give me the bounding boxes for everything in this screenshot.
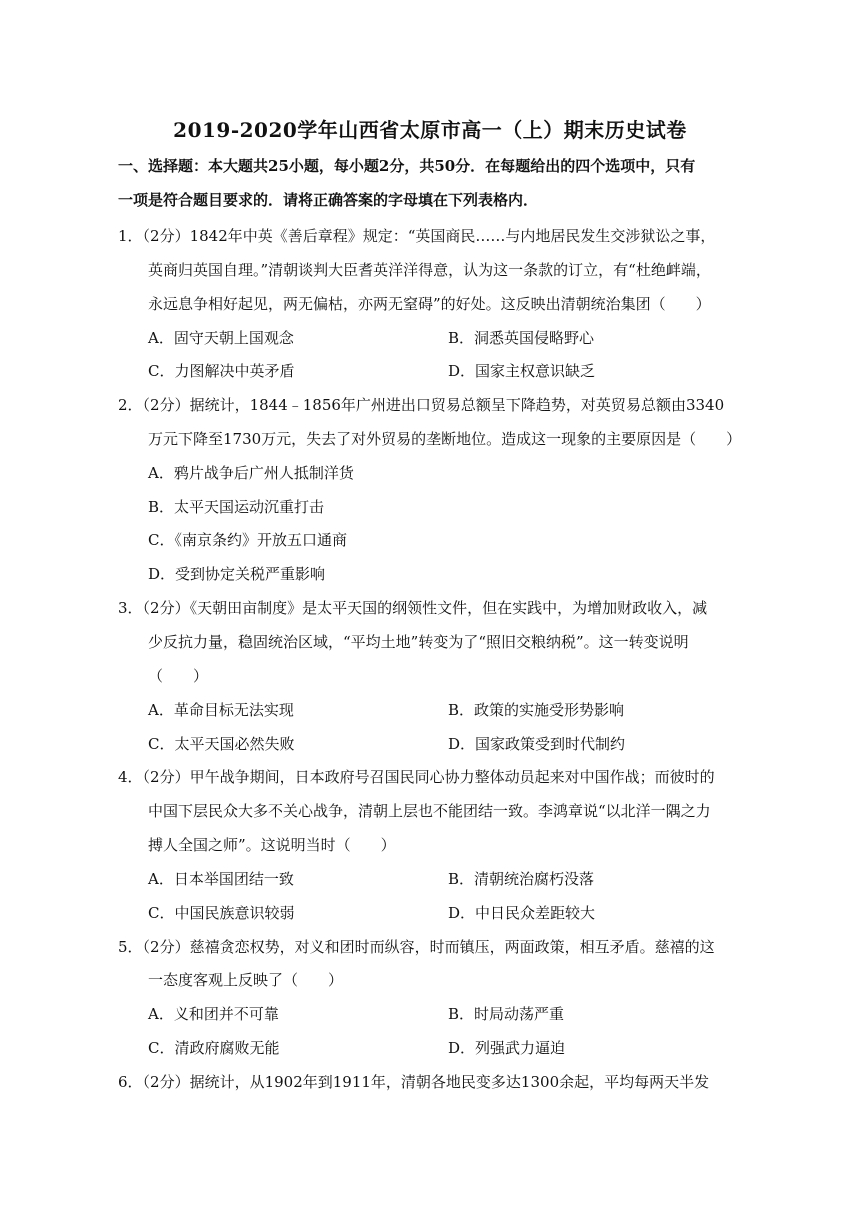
section-instruction-line-1: 一、选择题：本大题共25小题，每小题2分，共50分．在每题给出的四个选项中，只有 [118, 157, 696, 175]
question-1-option-a: A．固守天朝上国观念 [148, 329, 294, 347]
question-5-option-c: C．清政府腐败无能 [148, 1039, 280, 1057]
question-2-option-b: B．太平天国运动沉重打击 [148, 498, 325, 516]
question-1-stem-line-3: 永远息争相好起见，两无偏枯，亦两无窒碍”的好处。这反映出清朝统治集团（ ） [148, 295, 711, 313]
question-3-option-a: A．革命目标无法实现 [148, 701, 294, 719]
question-3-option-c: C．太平天国必然失败 [148, 735, 295, 753]
question-5-stem-line-2: 一态度客观上反映了（ ） [148, 971, 344, 989]
question-1-option-d: D．国家主权意识缺乏 [448, 362, 596, 380]
question-4-stem-line-3: 搏人全国之师”。这说明当时（ ） [148, 836, 396, 854]
question-1-option-c: C．力图解决中英矛盾 [148, 362, 295, 380]
question-2-option-a: A．鸦片战争后广州人抵制洋货 [148, 464, 354, 482]
question-4-option-c: C．中国民族意识较弱 [148, 904, 295, 922]
question-4-stem-line-1: 4．（2分）甲午战争期间，日本政府号召国民同心协力整体动员起来对中国作战；而彼时的 [118, 768, 715, 786]
question-2-option-c: C．《南京条约》开放五口通商 [148, 531, 347, 549]
question-4-stem-line-2: 中国下层民众大多不关心战争，清朝上层也不能团结一致。李鸿章说“以北洋一隅之力 [148, 802, 711, 820]
question-3-option-b: B．政策的实施受形势影响 [448, 701, 625, 719]
question-1-stem-line-1: 1．（2分）1842年中英《善后章程》规定：“英国商民……与内地居民发生交涉狱讼之事， [118, 227, 716, 245]
question-5-option-d: D．列强武力逼迫 [448, 1039, 566, 1057]
question-4-option-b: B．清朝统治腐朽没落 [448, 870, 595, 888]
question-6-stem-line-1: 6．（2分）据统计，从1902年到1911年，清朝各地民变多达1300余起，平均每两天半发 [118, 1073, 710, 1091]
question-2-stem-line-1: 2．（2分）据统计，1844﹣1856年广州进出口贸易总额呈下降趋势，对英贸易总额由3340 [118, 396, 725, 414]
question-5-option-a: A．义和团并不可靠 [148, 1005, 279, 1023]
question-4-option-a: A．日本举国团结一致 [148, 870, 294, 888]
question-3-option-d: D．国家政策受到时代制约 [448, 735, 626, 753]
exam-title: 2019-2020学年山西省太原市高一（上）期末历史试卷 [173, 118, 687, 142]
question-1-option-b: B．洞悉英国侵略野心 [448, 329, 595, 347]
question-1-stem-line-2: 英商归英国自理。”清朝谈判大臣耆英洋洋得意，认为这一条款的订立，有“杜绝衅端， [148, 261, 711, 279]
question-3-stem-line-3: （ ） [148, 667, 209, 685]
question-4-option-d: D．中日民众差距较大 [448, 904, 596, 922]
section-instruction-line-2: 一项是符合题目要求的．请将正确答案的字母填在下列表格内． [118, 191, 539, 209]
question-5-stem-line-1: 5．（2分）慈禧贪恋权势，对义和团时而纵容，时而镇压，两面政策，相互矛盾。慈禧的这 [118, 938, 715, 956]
question-5-option-b: B．时局动荡严重 [448, 1005, 565, 1023]
question-2-option-d: D．受到协定关税严重影响 [148, 565, 326, 583]
question-3-stem-line-1: 3．（2分）《天朝田亩制度》是太平天国的纲领性文件，但在实践中，为增加财政收入，减 [118, 599, 708, 617]
question-2-stem-line-2: 万元下降至1730万元，失去了对外贸易的垄断地位。造成这一现象的主要原因是（ ） [148, 430, 742, 448]
question-3-stem-line-2: 少反抗力量，稳固统治区域，“平均土地”转变为了“照旧交粮纳税”。这一转变说明 [148, 633, 689, 651]
